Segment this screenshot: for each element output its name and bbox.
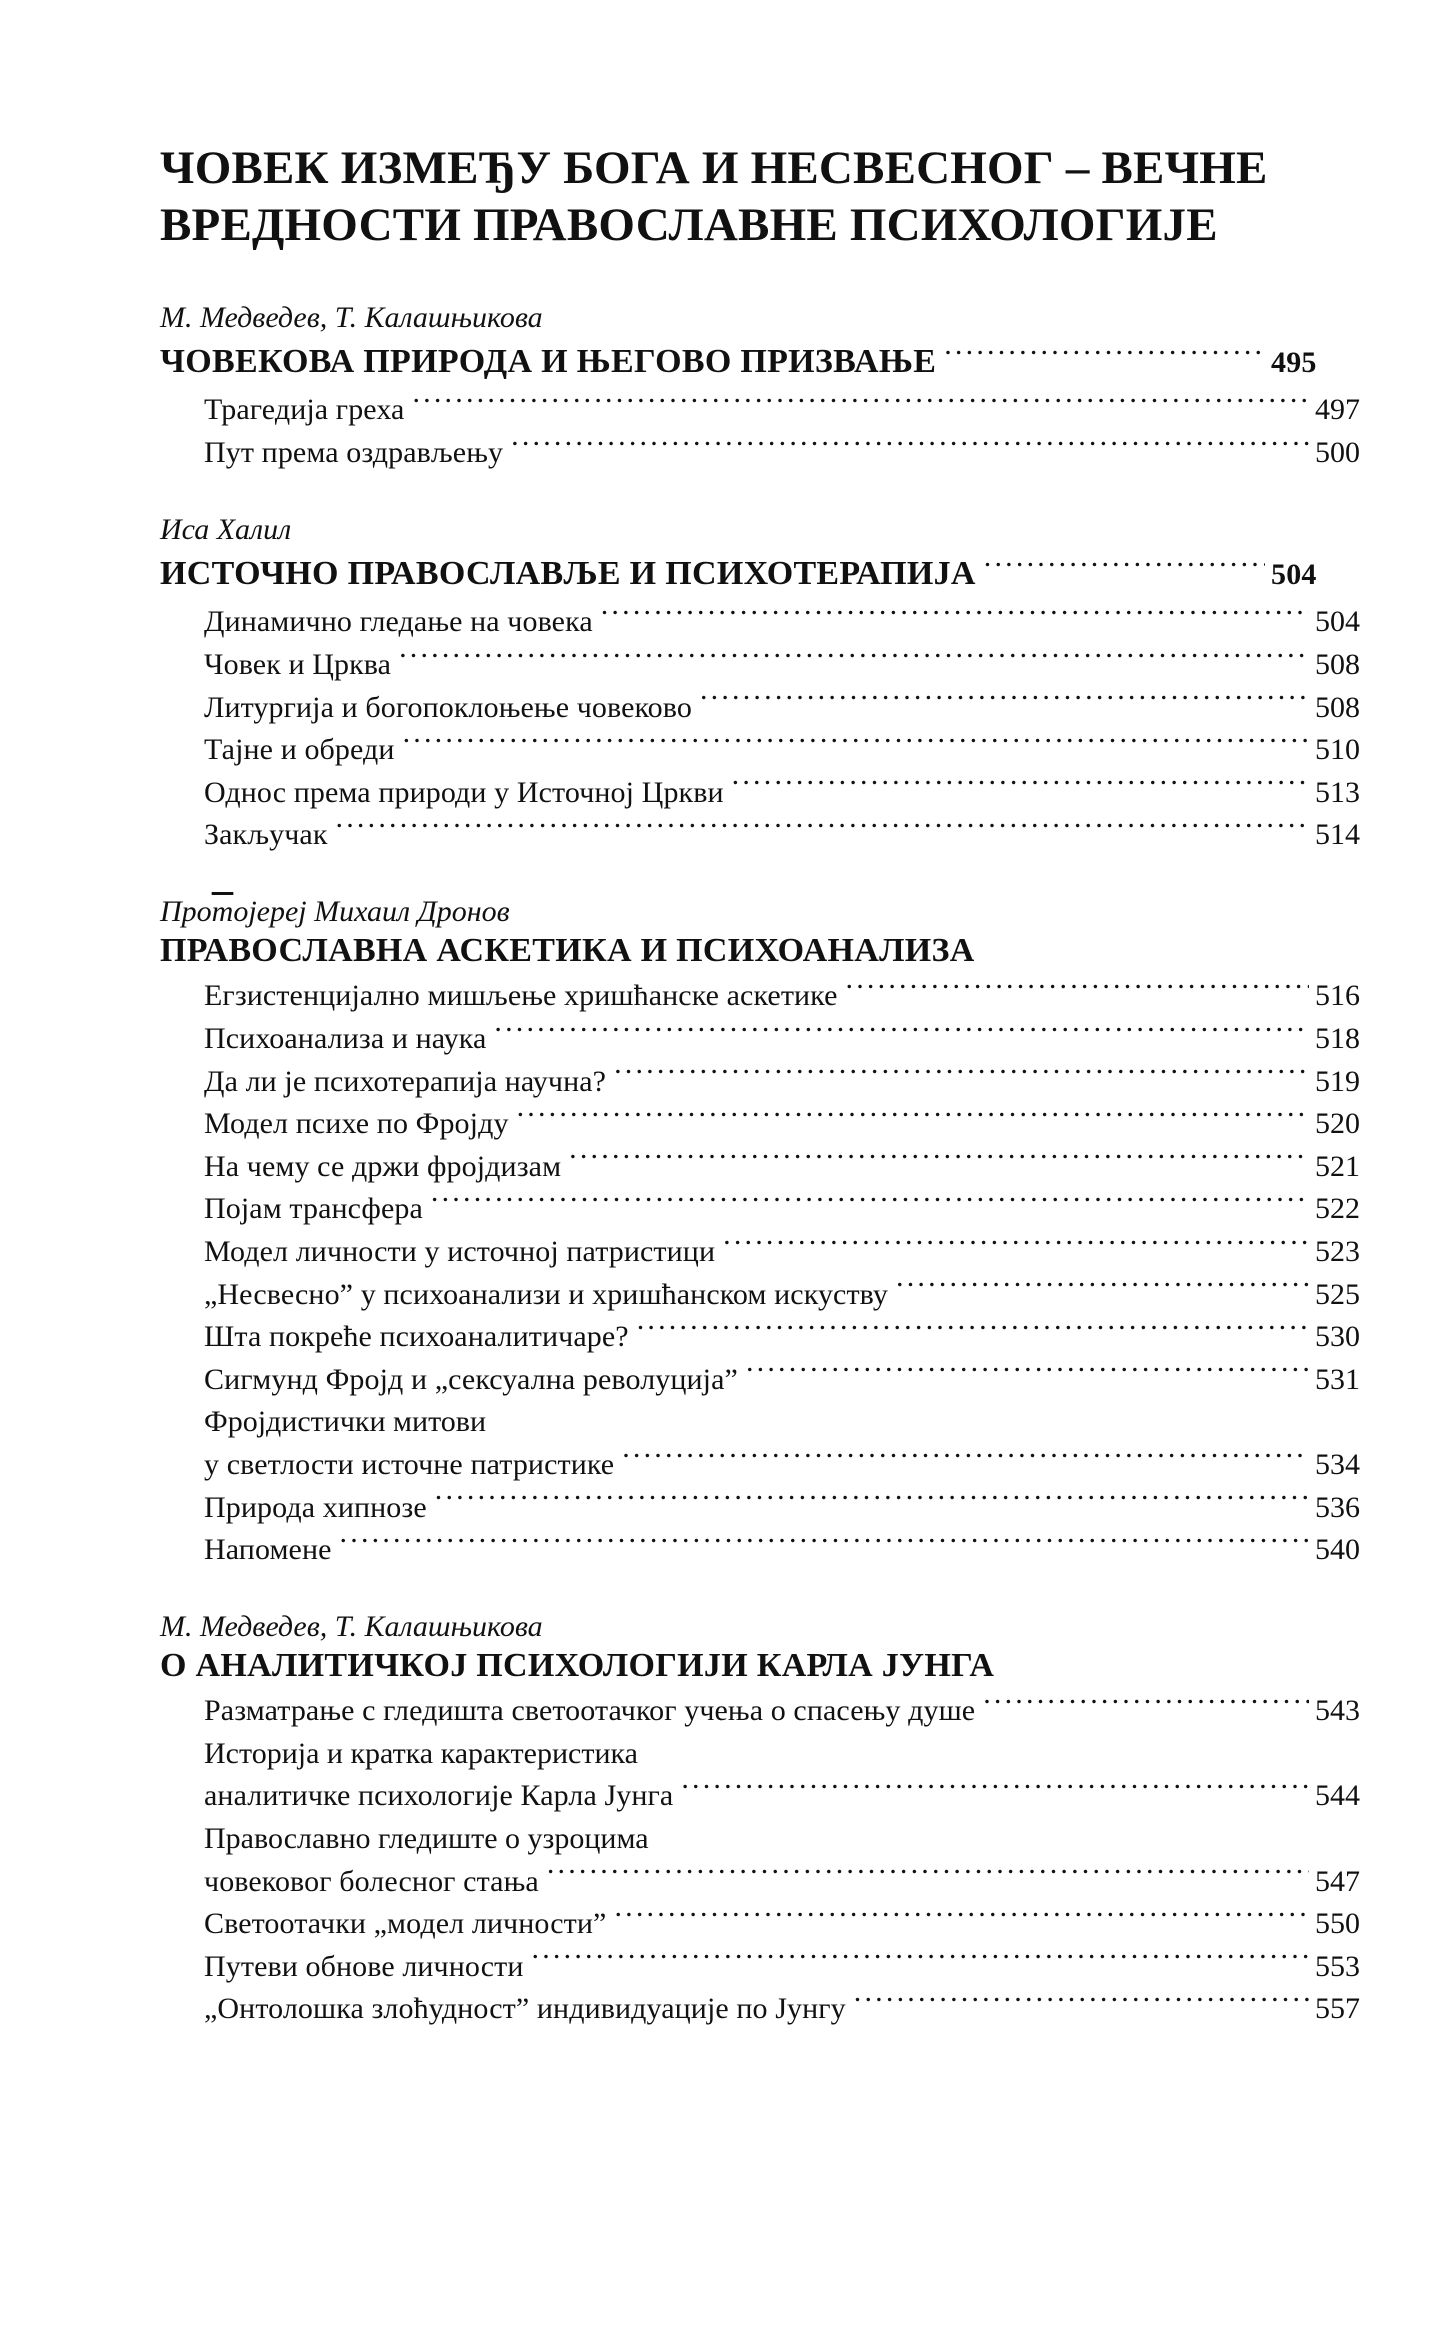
- leader-dots: [622, 1444, 1309, 1474]
- leader-dots: [614, 1061, 1309, 1091]
- leader-dots: [854, 1988, 1309, 2018]
- toc-entry-wrapped-first-line[interactable]: [160, 1818, 1389, 1861]
- toc-block: [160, 1608, 1360, 2031]
- toc-entry-wrapped-first-line[interactable]: [160, 1733, 1389, 1776]
- page-title-line-1: ЧОВЕК ИЗМЕЂУ БОГА И НЕСВЕСНОГ – ВЕЧНЕ: [160, 142, 1268, 194]
- author-suffix: ојереј Михаил Дронов: [233, 894, 510, 928]
- toc-entry-label: Да ли је психотерапија научна?: [204, 1064, 607, 1098]
- page-number: 544: [1315, 1779, 1360, 1813]
- toc-entry-label: Појам трансфера: [204, 1192, 423, 1226]
- toc-entry-label: Пут према оздрављењу: [204, 436, 504, 470]
- page-number: 495: [1271, 346, 1317, 380]
- leader-dots: [746, 1359, 1309, 1389]
- page-number: 497: [1315, 393, 1360, 427]
- toc-section-label: ПРАВОСЛАВНА АСКЕТИКА И ПСИХОАНАЛИЗА: [160, 932, 975, 970]
- page-number: 521: [1315, 1149, 1360, 1183]
- leader-dots: [403, 729, 1309, 759]
- page-number: 540: [1315, 1533, 1360, 1567]
- author-line: М. Медведев, Т. Калашњикова: [160, 300, 543, 334]
- toc-entry[interactable]: [160, 729, 1389, 772]
- toc-section-entry[interactable]: [160, 338, 1345, 386]
- author-line: М. Медведев, Т. Калашњикова: [160, 1609, 543, 1643]
- toc-entry-label: Психоанализа и наука: [204, 1022, 487, 1056]
- toc-section-label: О АНАЛИТИЧКОЈ ПСИХОЛОГИЈИ КАРЛА ЈУНГА: [160, 1647, 995, 1685]
- toc-entry[interactable]: [160, 975, 1389, 1018]
- leader-dots: [517, 1103, 1309, 1133]
- toc-entry-label: Модел психе по Фројду: [204, 1107, 509, 1141]
- toc-entry-label: Трагедија греха: [204, 393, 405, 427]
- leader-dots: [846, 975, 1309, 1005]
- page-number: 525: [1315, 1277, 1360, 1311]
- toc-entry-label: Путеви обнове личности: [204, 1949, 524, 1983]
- leader-dots: [399, 644, 1309, 674]
- toc-entry[interactable]: [160, 1903, 1389, 1946]
- toc-entry-label: „Несвесно” у психоанализи и хришћанском искуству: [204, 1277, 889, 1311]
- toc-entry[interactable]: [160, 814, 1389, 857]
- leader-dots: [511, 432, 1309, 462]
- page-number: 500: [1315, 436, 1360, 470]
- toc-entry-label: Сигмунд Фројд и „сексуална револуција”: [204, 1362, 738, 1396]
- page-number: 516: [1315, 979, 1360, 1013]
- toc-entry-label: човековог болесног стања: [204, 1864, 539, 1898]
- leader-dots: [637, 1316, 1309, 1346]
- toc-entry[interactable]: [160, 1444, 1389, 1487]
- page-number: 522: [1315, 1192, 1360, 1226]
- page-number: 547: [1315, 1864, 1360, 1898]
- toc-entry[interactable]: [160, 1274, 1389, 1317]
- page-number: 543: [1315, 1694, 1360, 1728]
- leader-dots: [412, 389, 1309, 419]
- toc-entry-label: Динамично гледање на човека: [204, 605, 593, 639]
- page-number: 550: [1315, 1907, 1360, 1941]
- toc-entry-label: Однос према природи у Источној Цркви: [204, 775, 724, 809]
- toc-entry[interactable]: [160, 1529, 1389, 1572]
- toc-section-label: ИСТОЧНО ПРАВОСЛАВЉЕ И ПСИХОТЕРАПИЈА: [160, 555, 976, 593]
- page-number: 513: [1315, 775, 1360, 809]
- leader-dots: [532, 1946, 1309, 1976]
- toc-entry[interactable]: [160, 1861, 1389, 1904]
- toc-entry-label: Православно гледиште о узроцима: [204, 1822, 649, 1856]
- page-number: 531: [1315, 1362, 1360, 1396]
- toc-entry-label: Шта покреће психоаналитичаре?: [204, 1320, 629, 1354]
- page-title-line-2: ВРЕДНОСТИ ПРАВОСЛАВНЕ ПСИХОЛОГИЈЕ: [160, 199, 1218, 252]
- leader-dots: [681, 1775, 1309, 1805]
- toc-entry-label: „Онтолошка злоћудност” индивидуације по Јунгу: [204, 1992, 846, 2026]
- toc-entry-label: аналитичке психологије Карла Јунга: [204, 1779, 674, 1813]
- toc-section-label: ЧОВЕКОВА ПРИРОДА И ЊЕГОВО ПРИЗВАЊЕ: [160, 343, 937, 381]
- toc-entry[interactable]: [160, 1103, 1389, 1146]
- toc-section-entry[interactable]: [160, 550, 1345, 598]
- author-prefix: Про: [160, 894, 212, 928]
- page-number: 504: [1271, 558, 1317, 592]
- toc-entry[interactable]: [160, 389, 1389, 432]
- leader-dots: [569, 1146, 1309, 1176]
- leader-dots: [547, 1861, 1309, 1891]
- leader-dots: [984, 550, 1265, 584]
- toc-entry[interactable]: [160, 1061, 1389, 1104]
- page-number: 518: [1315, 1022, 1360, 1056]
- leader-dots: [494, 1018, 1309, 1048]
- toc-entry-label: Модел личности у источној патристици: [204, 1235, 716, 1268]
- toc-entry-label: Разматрање с гледишта светоотачког учења о спасењу душе: [204, 1694, 976, 1728]
- page-title: [160, 140, 1300, 255]
- toc-entry[interactable]: [160, 1316, 1389, 1359]
- toc-entry[interactable]: [160, 1690, 1389, 1733]
- leader-dots: [944, 338, 1265, 372]
- leader-dots: [896, 1274, 1309, 1304]
- page-number: 514: [1315, 818, 1360, 852]
- page-number: 510: [1315, 733, 1360, 767]
- toc-entry-label: Закључак: [204, 818, 328, 852]
- toc-entry-label: Напомене: [204, 1533, 332, 1567]
- leader-dots: [435, 1487, 1309, 1517]
- toc-entry[interactable]: [160, 1775, 1389, 1818]
- toc-entry-label: Светоотачки „модел личности”: [204, 1907, 607, 1941]
- toc-entry-label: Човек и Црква: [204, 647, 392, 681]
- page-number: 534: [1315, 1447, 1360, 1481]
- toc-entry[interactable]: [160, 644, 1389, 687]
- leader-dots: [614, 1903, 1309, 1933]
- leader-dots: [336, 814, 1309, 844]
- author-line: Иса Халил: [160, 512, 292, 546]
- leader-dots: [601, 601, 1309, 631]
- page-number: 523: [1315, 1235, 1360, 1268]
- page-number: 536: [1315, 1490, 1360, 1524]
- toc-entry-label: Тајне и обреди: [204, 733, 395, 767]
- toc-entry[interactable]: [160, 1988, 1389, 2031]
- author-line: [160, 893, 1345, 931]
- leader-dots: [983, 1690, 1309, 1720]
- page-number: 520: [1315, 1107, 1360, 1141]
- toc-entry-label: Историја и кратка карактеристика: [204, 1736, 638, 1770]
- author-overlined-letter: т: [211, 894, 234, 928]
- toc-entry-label: Фројдистички митови: [204, 1405, 487, 1439]
- page-number: 508: [1315, 647, 1360, 681]
- toc-entry[interactable]: [160, 1231, 1389, 1274]
- toc-entry-label: у светлости источне патристике: [204, 1447, 615, 1481]
- toc-entry-label: Егзистенцијално мишљење хришћанске аскетике: [204, 979, 838, 1013]
- toc-entry[interactable]: [160, 1359, 1389, 1402]
- toc-entry-label: Литургија и богопоклоњење човеково: [204, 690, 692, 724]
- page-number: 557: [1315, 1992, 1360, 2026]
- toc-entry[interactable]: [160, 1018, 1389, 1061]
- toc-block: [160, 299, 1360, 475]
- toc-entry[interactable]: [160, 687, 1389, 730]
- page-number: 553: [1315, 1949, 1360, 1983]
- leader-dots: [340, 1529, 1309, 1559]
- leader-dots: [700, 687, 1309, 717]
- page-number: 508: [1315, 690, 1360, 724]
- toc-entry-label: На чему се држи фројдизам: [204, 1149, 562, 1183]
- toc-entry[interactable]: [160, 1487, 1389, 1530]
- page-number: 519: [1315, 1064, 1360, 1098]
- toc-entry[interactable]: [160, 1946, 1389, 1989]
- leader-dots: [732, 772, 1309, 802]
- page-number: 504: [1315, 605, 1360, 639]
- toc-entry-label: Природа хипнозе: [204, 1490, 427, 1524]
- toc-block: [160, 893, 1360, 1572]
- toc-entry[interactable]: [160, 601, 1389, 644]
- toc-block: [160, 511, 1360, 857]
- page-number: 530: [1315, 1320, 1360, 1354]
- leader-dots: [723, 1231, 1309, 1261]
- toc-entry-wrapped-first-line[interactable]: [160, 1401, 1389, 1444]
- toc-entry[interactable]: [160, 1188, 1389, 1231]
- toc-entry[interactable]: [160, 772, 1389, 815]
- toc-entry[interactable]: [160, 432, 1389, 475]
- leader-dots: [431, 1188, 1309, 1218]
- toc-entry[interactable]: [160, 1146, 1389, 1189]
